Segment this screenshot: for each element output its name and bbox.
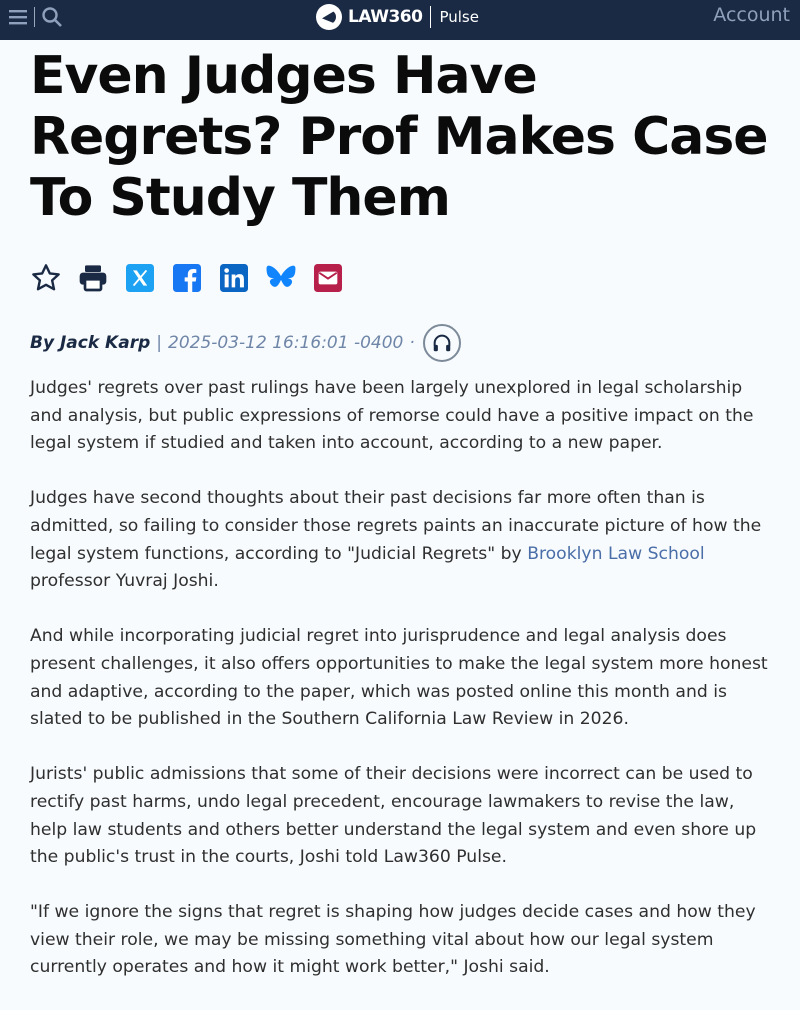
paragraph-text: professor Yuvraj Joshi. [30, 571, 219, 592]
paragraph [30, 485, 770, 595]
byline [30, 323, 770, 363]
paragraph: "If we ignore the signs that regret is shaping how judges decide cases and how they view their role, we may be missing something vital about how our legal system currently operates and how it might work better," Joshi said. [30, 902, 756, 978]
logo-text: LAW360 [348, 7, 423, 27]
menu-icon[interactable] [8, 6, 28, 28]
linkedin-icon[interactable] [218, 262, 250, 294]
email-icon[interactable] [312, 262, 344, 294]
topbar-left-controls [8, 6, 63, 28]
article-headline: Even Judges Have Regrets? Prof Makes Case To Study Them [30, 46, 768, 228]
byline-separator: | [156, 333, 162, 353]
article [30, 42, 770, 1010]
paragraph: Judges' regrets over past rulings have been largely unexplored in legal scholarship and analysis, but public expressions of remorse could have a positive impact on the legal system if studied and taken into account, according to a new paper. [30, 378, 754, 454]
paragraph: Jurists' public admissions that some of their decisions were incorrect can be used to rectify past harms, undo legal precedent, encourage lawmakers to revise the law, help law students and others better understand the legal system and even shore up the public's trust in the courts, Joshi told Law360 Pulse. [30, 764, 757, 868]
print-icon[interactable] [77, 262, 109, 294]
brooklyn-law-school-link[interactable]: Brooklyn Law School [527, 543, 705, 564]
bluesky-icon[interactable] [265, 262, 297, 294]
byline-dot: · [409, 333, 415, 353]
account-link[interactable]: Account [713, 4, 790, 26]
article-body [30, 375, 770, 982]
x-icon[interactable] [124, 262, 156, 294]
site-logo[interactable] [316, 4, 479, 30]
share-toolbar [30, 259, 770, 297]
publish-timestamp: 2025-03-12 16:16:01 -0400 [168, 333, 404, 353]
topbar-divider [34, 7, 35, 27]
top-navigation-bar [0, 0, 800, 40]
search-icon[interactable] [41, 6, 63, 28]
paragraph: And while incorporating judicial regret into jurisprudence and legal analysis does present challenges, it also offers opportunities to make the legal system more honest and adaptive, according to the paper, which was posted online this month and is slated to be published in the Southern California Law Review in 2026. [30, 626, 768, 730]
headphones-icon[interactable] [423, 324, 461, 362]
author-name[interactable]: By Jack Karp [30, 333, 151, 353]
logo-subtitle: Pulse [439, 8, 479, 26]
paragraph-text: Judges have second thoughts about their past decisions far more often than is admitted, so failing to consider those regrets paints an inaccurate picture of how the legal system functions, according to "Judicial Regrets" by [30, 488, 762, 564]
logo-divider [430, 6, 431, 28]
star-icon[interactable] [30, 262, 62, 294]
facebook-icon[interactable] [171, 262, 203, 294]
logo-icon [316, 4, 342, 30]
